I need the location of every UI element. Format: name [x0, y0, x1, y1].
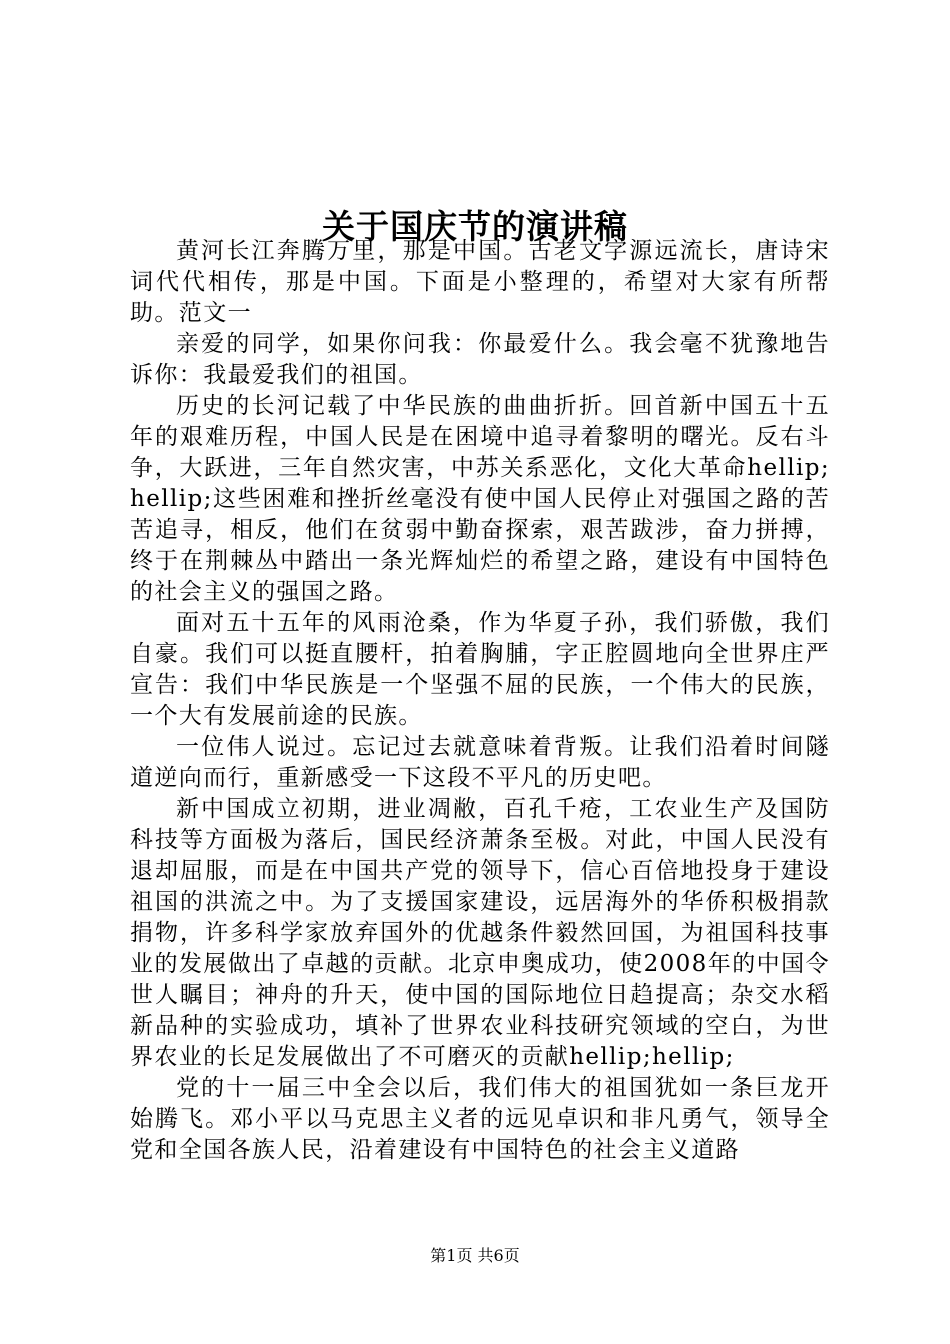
paragraph-early-prc: 新中国成立初期，进业凋敝，百孔千疮，工农业生产及国防科技等方面极为落后，国民经济萧条至极。对此，中国人民没有退却屈服，而是在中国共产党的领导下，信心百倍地投身于建设祖国的洪流之中。为了支援国家建设，远居海外的华侨积极捐款捐物，许多科学家放弃国外的优越条件毅然回国，为祖国科技事业的发展做出了卓越的贡献。北京申奥成功，使2008年的中国令世人瞩目；神舟的升天，使中国的国际地位日趋提高；杂交水稻新品种的实验成功，填补了世界农业科技研究领域的空白，为世界农业的长足发展做出了不可磨灭的贡献hellip;hellip; — [130, 796, 830, 1070]
paragraph-pride: 面对五十五年的风雨沧桑，作为华夏子孙，我们骄傲，我们自豪。我们可以挺直腰杆，拍着胸脯，字正腔圆地向全世界庄严宣告：我们中华民族是一个坚强不屈的民族，一个伟大的民族，一个大有发展前途的民族。 — [130, 610, 830, 729]
document-title: 关于国庆节的演讲稿 — [322, 207, 628, 247]
paragraph-intro: 黄河长江奔腾万里，那是中国。古老文字源远流长，唐诗宋词代代相传，那是中国。下面是小整理的，希望对大家有所帮助。范文一 — [130, 238, 830, 326]
paragraph-history: 历史的长河记载了中华民族的曲曲折折。回首新中国五十五年的艰难历程，中国人民是在困境中追寻着黎明的曙光。反右斗争，大跃进，三年自然灾害，中苏关系恶化，文化大革命hellip;hellip;这些困难和挫折丝毫没有使中国人民停止对强国之路的苦苦追寻，相反，他们在贫弱中勤奋探索，艰苦跋涉，奋力拼搏，终于在荆棘丛中踏出一条光辉灿烂的希望之路，建设有中国特色的社会主义的强国之路。 — [130, 393, 830, 605]
document-body — [130, 236, 830, 1166]
paragraph-quote: 一位伟人说过。忘记过去就意味着背叛。让我们沿着时间隧道逆向而行，重新感受一下这段不平凡的历史吧。 — [130, 734, 830, 791]
paragraph-reform: 党的十一届三中全会以后，我们伟大的祖国犹如一条巨龙开始腾飞。邓小平以马克思主义者的远见卓识和非凡勇气，领导全党和全国各族人民，沿着建设有中国特色的社会主义道路 — [130, 1075, 830, 1163]
page-number-footer: 第1页 共6页 — [430, 1246, 520, 1265]
paragraph-greeting: 亲爱的同学，如果你问我：你最爱什么。我会毫不犹豫地告诉你：我最爱我们的祖国。 — [130, 331, 830, 388]
